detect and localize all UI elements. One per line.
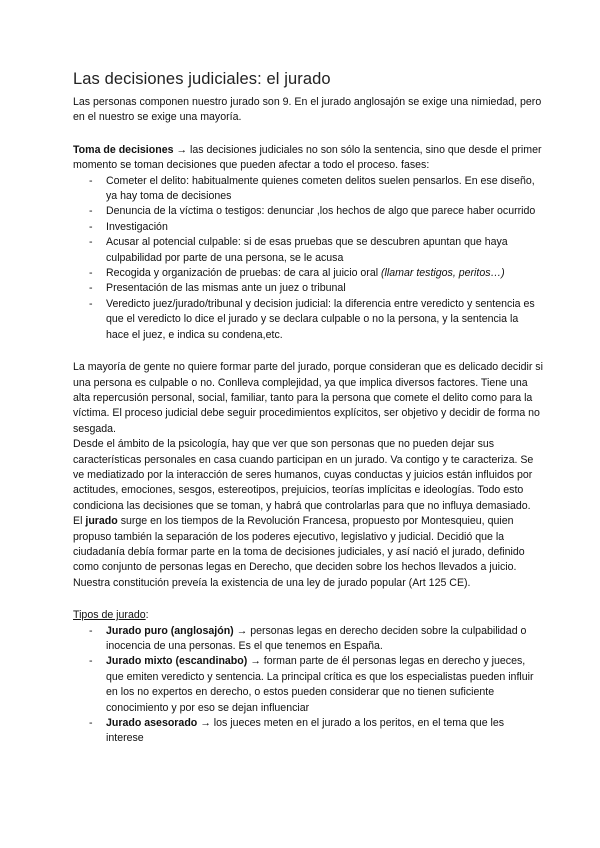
list-item: - Veredicto juez/jurado/tribunal y decision judicial: la diferencia entre veredicto y sentencia es que el veredicto lo dice el jurado y se declara culpable o no la persona, y la sentencia la hace el juez, e indica su condena,etc.	[73, 297, 543, 343]
paragraph-origen-jurado: El jurado surge en los tiempos de la Revolución Francesa, propuesto por Montesquieu, quien propuso también la separación de los poderes ejecutivo, legislativo y judicial. Decidió que la ciudadanía debía formar parte en la toma de decisiones judiciales, y así nació el jurado, definido como conjunto de personas legas en Derecho, que deciden sobre los hechos llevados a juicio.	[73, 515, 525, 574]
toma-text: → las decisiones judiciales no son sólo la sentencia, sino que desde el primer momento se toman decisiones que pueden afectar a todo el proceso. fases:	[73, 143, 542, 172]
paragraph-constitucion: Nuestra constitución preveía la existencia de una ley de jurado popular (Art 125 CE).	[73, 576, 471, 589]
list-item-emphasis: (llamar testigos, peritos…)	[381, 267, 505, 280]
list-item: - Jurado puro (anglosajón) → personas legas en derecho deciden sobre la culpabilidad o inocencia de una personas. Es el que tenemos en España.	[73, 624, 543, 655]
list-item: - Acusar al potencial culpable: si de esas pruebas que se descubren apuntan que haya culpabilidad por parte de una persona, se le acusa	[73, 235, 543, 266]
page-title: Las decisiones judiciales: el jurado	[73, 70, 331, 88]
toma-paragraph	[73, 143, 543, 174]
toma-heading: Toma de decisiones	[73, 143, 174, 156]
list-item: - Denuncia de la víctima o testigos: denunciar ,los hechos de algo que parece haber ocurrido	[73, 204, 543, 219]
paragraph-psicologia: Desde el ámbito de la psicología, hay que ver que son personas que no pueden dejar sus características personales en casa cuando participan en un jurado. Va contigo y te caracteriza. Se ve mediatizado por la interacción de seres humanos, cuyas conductas y juicios están influidos por actitudes, emociones, sesgos, estereotipos, prejuicios, teorías implícitas e ideologías. Todo esto condiciona las decisiones que se toman, y habrá que controlarlas para que no influya demasiado.	[73, 438, 534, 512]
tipos-heading: Tipos de jurado	[73, 609, 146, 622]
fases-list	[73, 174, 543, 343]
list-item: - Cometer el delito: habitualmente quienes cometen delitos suelen pensarlos. En ese diseño, ya hay toma de decisiones	[73, 174, 543, 205]
list-item: - Jurado asesorado → los jueces meten en el jurado a los peritos, en el tema que les interese	[73, 716, 543, 747]
jurado-term: jurado	[85, 515, 118, 528]
list-item: - Jurado mixto (escandinabo) → forman parte de él personas legas en derecho y jueces, que emiten veredicto y sentencia. La principal crítica es que los especialistas pueden influir en los no expertos en derecho, o estos pueden considerar que no tienen suficiente conocimiento y por eso se dejan influenciar	[73, 654, 543, 716]
list-item: - Recogida y organización de pruebas: de cara al juicio oral (llamar testigos, peritos…)	[73, 266, 543, 281]
tipos-heading-line: Tipos de jurado:	[73, 609, 149, 622]
list-item: - Investigación	[73, 220, 543, 235]
list-item: - Presentación de las mismas ante un juez o tribunal	[73, 281, 543, 296]
tipos-list	[73, 624, 543, 747]
paragraph-jurado-complejidad: La mayoría de gente no quiere formar parte del jurado, porque consideran que es delicado decidir si una persona es culpable o no. Conlleva complejidad, ya que implica diversos factores. Tiene una alta repercusión personal, social, familiar, tanto para la persona que comete el delito como para la víctima. El proceso judicial debe seguir procedimientos explícitos, ser objetivo y decidir de forma no sesgada.	[73, 361, 543, 435]
document-page	[73, 70, 543, 747]
intro-paragraph: Las personas componen nuestro jurado son 9. En el jurado anglosajón se exige una nimiedad, pero en el nuestro se exige una mayoría.	[73, 96, 542, 124]
